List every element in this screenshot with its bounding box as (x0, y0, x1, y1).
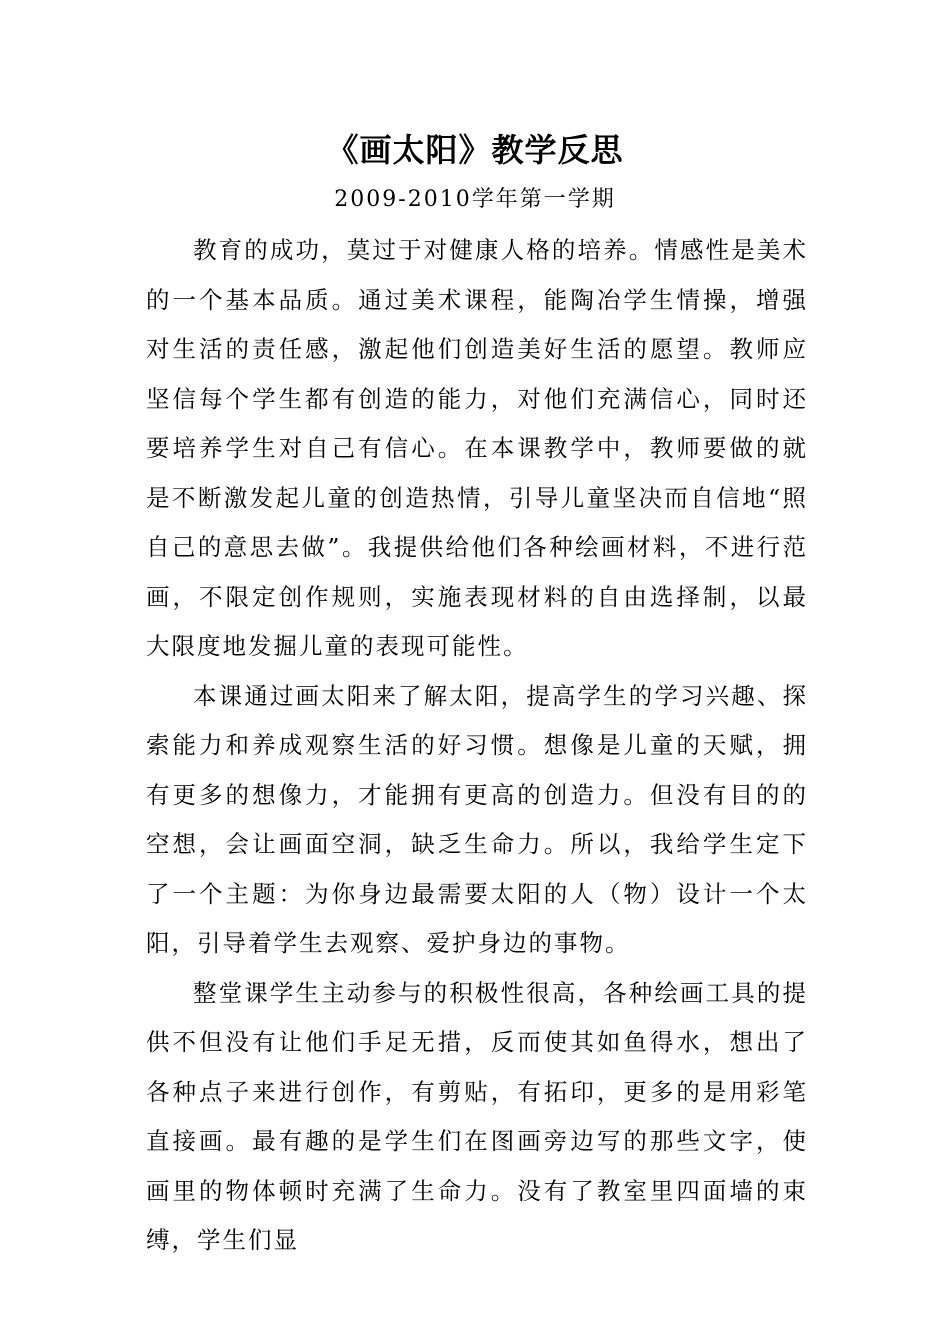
document-title: 《画太阳》教学反思 (326, 131, 624, 169)
paragraph-2: 本课通过画太阳来了解太阳，提高学生的学习兴趣、探索能力和养成观察生活的好习惯。想像是儿童的天赋，拥有更多的想像力，才能拥有更高的创造力。但没有目的的空想，会让画面空洞，缺乏生命力。所以，我给学生定下了一个主题：为你身边最需要太阳的人（物）设计一个太阳，引导着学生去观察、爱护身边的事物。 (146, 681, 808, 957)
paragraph-1: 教育的成功，莫过于对健康人格的培养。情感性是美术的一个基本品质。通过美术课程，能陶冶学生情操，增强对生活的责任感，激起他们创造美好生活的愿望。教师应坚信每个学生都有创造的能力，对他们充满信心，同时还要培养学生对自己有信心。在本课教学中，教师要做的就是不断激发起儿童的创造热情，引导儿童坚决而自信地“照自己的意思去做”。我提供给他们各种绘画材料，不进行范画，不限定创作规则，实施表现材料的自由选择制，以最大限度地发掘儿童的表现可能性。 (146, 236, 808, 660)
paragraph-3: 整堂课学生主动参与的积极性很高，各种绘画工具的提供不但没有让他们手足无措，反而使其如鱼得水，想出了各种点子来进行创作，有剪贴，有拓印，更多的是用彩笔直接画。最有趣的是学生们在图画旁边写的那些文字，使画里的物体顿时充满了生命力。没有了教室里四面墙的束缚，学生们显 (146, 978, 808, 1254)
document-body (146, 226, 808, 1266)
document-subtitle: 2009-2010学年第一学期 (334, 187, 616, 212)
